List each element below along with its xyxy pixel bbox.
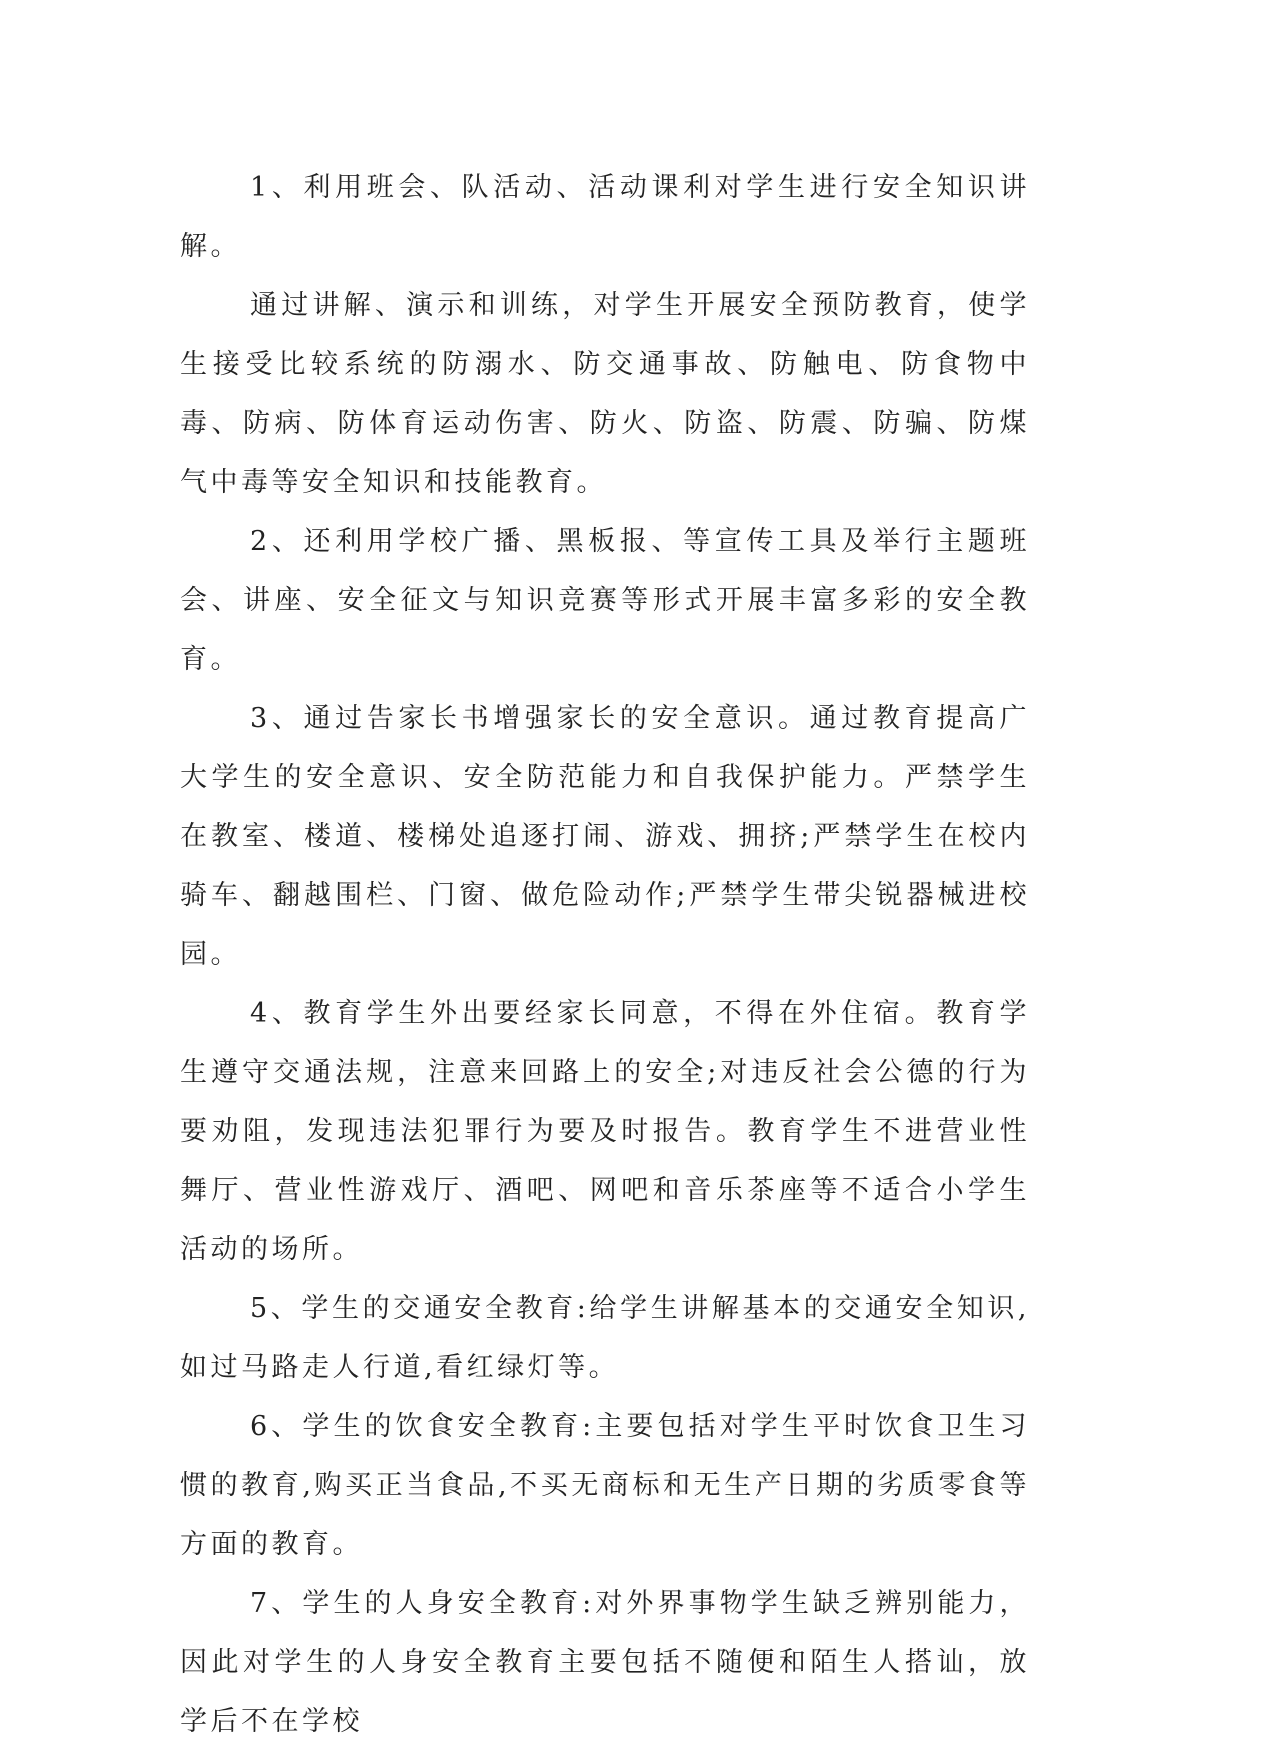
paragraph-4: 3、通过告家长书增强家长的安全意识。通过教育提高广大学生的安全意识、安全防范能力和自我保护能力。严禁学生在教室、楼道、楼梯处追逐打闹、游戏、拥挤;严禁学生在校内骑车、翻越围栏、门窗、做危险动作;严禁学生带尖锐器械进校园。 xyxy=(180,703,1030,970)
paragraph-3: 2、还利用学校广播、黑板报、等宣传工具及举行主题班会、讲座、安全征文与知识竞赛等形式开展丰富多彩的安全教育。 xyxy=(180,526,1030,675)
paragraph-6: 5、学生的交通安全教育:给学生讲解基本的交通安全知识,如过马路走人行道,看红绿灯等。 xyxy=(180,1293,1030,1383)
paragraph-7: 6、学生的饮食安全教育:主要包括对学生平时饮食卫生习惯的教育,购买正当食品,不买无商标和无生产日期的劣质零食等方面的教育。 xyxy=(180,1411,1030,1560)
paragraph-5: 4、教育学生外出要经家长同意，不得在外住宿。教育学生遵守交通法规，注意来回路上的安全;对违反社会公德的行为要劝阻，发现违法犯罪行为要及时报告。教育学生不进营业性舞厅、营业性游戏厅、酒吧、网吧和音乐茶座等不适合小学生活动的场所。 xyxy=(180,998,1030,1265)
paragraph-8: 7、学生的人身安全教育:对外界事物学生缺乏辨别能力，因此对学生的人身安全教育主要包括不随便和陌生人搭讪，放学后不在学校 xyxy=(180,1588,1030,1737)
document-body xyxy=(180,158,1030,1751)
paragraph-1: 1、利用班会、队活动、活动课利对学生进行安全知识讲解。 xyxy=(180,172,1030,262)
paragraph-2: 通过讲解、演示和训练，对学生开展安全预防教育，使学生接受比较系统的防溺水、防交通事故、防触电、防食物中毒、防病、防体育运动伤害、防火、防盗、防震、防骗、防煤气中毒等安全知识和技能教育。 xyxy=(180,290,1030,498)
